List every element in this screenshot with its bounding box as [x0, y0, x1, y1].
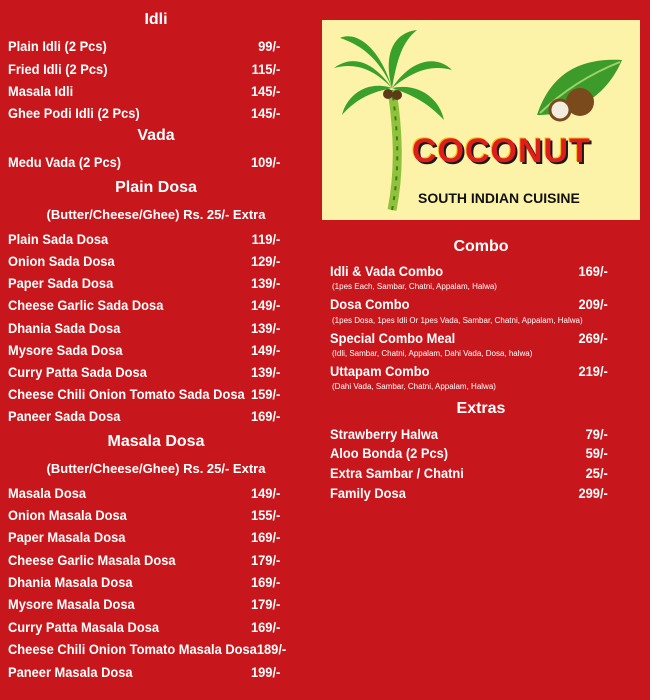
item-name: Mysore Masala Dosa — [8, 596, 135, 612]
item-name: Paneer Masala Dosa — [8, 664, 133, 680]
menu-item — [8, 230, 280, 248]
vada-heading: Vada — [137, 127, 175, 144]
item-name: Curry Patta Sada Dosa — [8, 364, 147, 380]
menu-item — [330, 444, 608, 462]
item-price: 199/- — [250, 664, 281, 680]
item-price: 169/- — [250, 529, 281, 545]
item-name: Paper Sada Dosa — [8, 275, 114, 291]
logo-subtitle: SOUTH INDIAN CUISINE — [418, 190, 580, 206]
item-price: 155/- — [250, 507, 281, 523]
item-name: Onion Masala Dosa — [8, 507, 127, 523]
menu-item — [8, 60, 280, 78]
item-name: Ghee Podi Idli (2 Pcs) — [8, 105, 140, 121]
menu-item — [8, 506, 280, 524]
menu-item — [8, 153, 280, 171]
item-name: Cheese Garlic Sada Dosa — [8, 297, 164, 313]
item-price: 119/- — [251, 231, 281, 247]
item-price: 189/- — [256, 641, 287, 657]
logo-title: COCONUT — [412, 132, 591, 170]
restaurant-logo — [322, 20, 640, 220]
item-price: 115/- — [251, 61, 281, 77]
masala-dosa-note: (Butter/Cheese/Ghee) Rs. 25/- Extra — [46, 461, 266, 476]
item-name: Aloo Bonda (2 Pcs) — [330, 445, 449, 461]
masala-dosa-heading: Masala Dosa — [107, 433, 205, 450]
menu-item — [330, 362, 608, 380]
item-name: Onion Sada Dosa — [8, 253, 115, 269]
menu-item — [8, 319, 280, 337]
item-name: Cheese Garlic Masala Dosa — [8, 552, 176, 568]
item-description: (Idli, Sambar, Chatni, Appalam, Dahi Vada, Dosa, halwa) — [332, 349, 533, 358]
item-name: Family Dosa — [330, 485, 406, 501]
menu-item — [330, 464, 608, 482]
item-name: Special Combo Meal — [330, 330, 456, 346]
item-name: Uttapam Combo — [330, 363, 430, 379]
item-name: Strawberry Halwa — [330, 426, 439, 442]
item-price: 59/- — [585, 445, 608, 461]
item-price: 149/- — [250, 485, 281, 501]
item-name: Cheese Chili Onion Tomato Masala Dosa — [8, 641, 257, 657]
item-price: 169/- — [250, 574, 281, 590]
item-description: (1pes Each, Sambar, Chatni, Appalam, Halwa) — [332, 282, 497, 291]
idli-heading: Idli — [144, 11, 168, 28]
menu-item — [8, 595, 280, 613]
menu-item — [8, 363, 280, 381]
item-price: 269/- — [578, 330, 608, 346]
menu-item — [8, 385, 280, 403]
menu-item — [8, 296, 280, 314]
item-price: 145/- — [250, 83, 281, 99]
menu-item — [8, 82, 280, 100]
item-name: Plain Idli (2 Pcs) — [8, 38, 107, 54]
menu-item — [8, 104, 280, 122]
item-price: 219/- — [578, 363, 608, 379]
item-price: 299/- — [578, 485, 608, 501]
item-price: 159/- — [250, 386, 281, 402]
item-price: 179/- — [250, 552, 281, 568]
item-description: (1pes Dosa, 1pes Idli Or 1pes Vada, Sambar, Chatni, Appalam, Halwa) — [332, 316, 583, 325]
item-price: 139/- — [250, 275, 281, 291]
item-price: 145/- — [250, 105, 281, 121]
menu-item — [8, 640, 287, 658]
menu-item — [8, 274, 280, 292]
menu-item — [8, 407, 280, 425]
item-price: 169/- — [250, 408, 281, 424]
combo-heading: Combo — [453, 238, 509, 255]
menu-item — [8, 663, 280, 681]
item-price: 149/- — [250, 342, 281, 358]
menu-item — [330, 425, 608, 443]
item-name: Plain Sada Dosa — [8, 231, 109, 247]
item-name: Cheese Chili Onion Tomato Sada Dosa — [8, 386, 245, 402]
item-name: Dosa Combo — [330, 296, 410, 312]
menu-item — [8, 573, 280, 591]
plain-dosa-heading: Plain Dosa — [115, 179, 197, 196]
item-name: Masala Idli — [8, 83, 74, 99]
item-price: 25/- — [585, 465, 608, 481]
item-price: 139/- — [250, 320, 281, 336]
item-name: Dhania Sada Dosa — [8, 320, 121, 336]
menu-item — [8, 37, 280, 55]
item-price: 79/- — [585, 426, 608, 442]
item-price: 129/- — [250, 253, 281, 269]
plain-dosa-note: (Butter/Cheese/Ghee) Rs. 25/- Extra — [46, 207, 266, 222]
menu-item — [8, 551, 280, 569]
item-price: 169/- — [578, 263, 608, 279]
item-price: 209/- — [578, 296, 608, 312]
item-name: Extra Sambar / Chatni — [330, 465, 464, 481]
menu-item — [8, 484, 280, 502]
item-name: Masala Dosa — [8, 485, 87, 501]
menu-item — [330, 484, 608, 502]
item-price: 99/- — [258, 38, 281, 54]
menu-item — [330, 329, 608, 347]
item-name: Medu Vada (2 Pcs) — [8, 154, 122, 170]
menu-item — [8, 528, 280, 546]
item-name: Mysore Sada Dosa — [8, 342, 123, 358]
item-price: 169/- — [250, 619, 281, 635]
item-price: 149/- — [250, 297, 281, 313]
menu-item — [330, 262, 608, 280]
item-name: Paper Masala Dosa — [8, 529, 126, 545]
item-name: Dhania Masala Dosa — [8, 574, 133, 590]
item-name: Curry Patta Masala Dosa — [8, 619, 160, 635]
item-description: (Dahi Vada, Sambar, Chatni, Appalam, Halwa) — [332, 382, 496, 391]
item-price: 139/- — [250, 364, 281, 380]
menu-item — [8, 341, 280, 359]
menu-item — [330, 295, 608, 313]
item-name: Idli & Vada Combo — [330, 263, 444, 279]
item-name: Fried Idli (2 Pcs) — [8, 61, 108, 77]
menu-item — [8, 618, 280, 636]
extras-heading: Extras — [456, 400, 506, 417]
item-price: 179/- — [250, 596, 281, 612]
item-name: Paneer Sada Dosa — [8, 408, 121, 424]
item-price: 109/- — [250, 154, 281, 170]
menu-item — [8, 252, 280, 270]
